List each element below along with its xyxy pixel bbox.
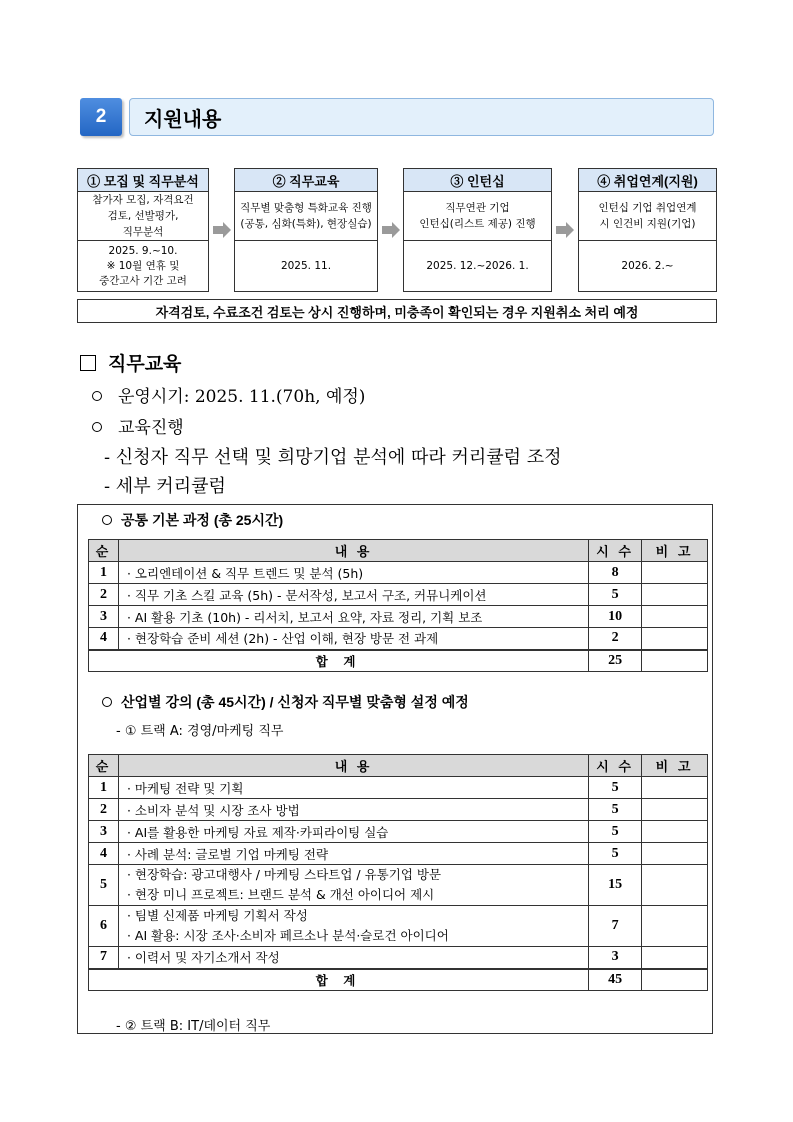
- row-no: 4: [89, 843, 119, 865]
- row-no: 6: [89, 906, 119, 947]
- table-row: [89, 947, 708, 969]
- table-row: [89, 606, 708, 628]
- row-note: [642, 799, 708, 821]
- row-note: [642, 777, 708, 799]
- bullet-curriculum-detail: - 세부 커리큘럼: [104, 476, 226, 497]
- row-content-line: · 팀별 신제품 마케팅 기획서 작성: [126, 908, 308, 923]
- header-note: 비 고: [642, 540, 708, 562]
- table-row: [89, 562, 708, 584]
- row-content: [118, 906, 588, 947]
- row-content: · 소비자 분석 및 시장 조사 방법: [118, 799, 588, 821]
- table-row: [89, 628, 708, 650]
- table-row: [89, 777, 708, 799]
- row-content-line: · 현장학습: 광고대행사 / 마케팅 스타트업 / 유통기업 방문: [126, 867, 442, 882]
- common-course-table: [88, 539, 708, 672]
- training-heading: [80, 349, 181, 376]
- row-content: · AI를 활용한 마케팅 자료 제작·카피라이팅 실습: [118, 821, 588, 843]
- flow-stage-employment: [578, 168, 717, 292]
- row-note: [642, 947, 708, 969]
- section-title-text: 지원내용: [144, 108, 222, 131]
- row-no: 1: [89, 562, 119, 584]
- header-note: 비 고: [642, 755, 708, 777]
- flow-notice: 자격검토, 수료조건 검토는 상시 진행하며, 미충족이 확인되는 경우 지원취소 처리 예정: [77, 299, 717, 323]
- table-row: [89, 865, 708, 906]
- right-arrow-icon: [213, 222, 231, 238]
- flow-stage-internship: [403, 168, 552, 292]
- row-note: [642, 843, 708, 865]
- industry-course-title-text: 산업별 강의 (총 45시간) / 신청자 직무별 맞춤형 설정 예정: [121, 694, 469, 710]
- training-heading-text: 직무교육: [108, 354, 182, 375]
- header-content: 내 용: [118, 540, 588, 562]
- circle-bullet-icon: [92, 422, 102, 432]
- common-course-title: [102, 510, 283, 530]
- section-number: 2: [80, 98, 122, 136]
- flow-stage-title: ③ 인턴십: [404, 169, 551, 192]
- row-hours: 5: [589, 799, 642, 821]
- right-arrow-icon: [556, 222, 574, 238]
- row-hours: 5: [589, 777, 642, 799]
- track-b-label: - ② 트랙 B: IT/데이터 직무: [116, 1019, 271, 1034]
- row-content: · 사례 분석: 글로벌 기업 마케팅 전략: [118, 843, 588, 865]
- table-row: [89, 906, 708, 947]
- square-bullet-icon: [80, 355, 96, 371]
- row-content: · 마케팅 전략 및 기획: [118, 777, 588, 799]
- row-hours: 2: [589, 628, 642, 650]
- flow-stage-period: 2025. 9.~10. ※ 10월 연휴 및 중간고사 기간 고려: [99, 244, 187, 287]
- row-hours: 10: [589, 606, 642, 628]
- flow-stage-training: [234, 168, 378, 292]
- row-hours: 3: [589, 947, 642, 969]
- total-hours: 25: [589, 650, 642, 672]
- table-header-row: [89, 540, 708, 562]
- flow-stage-desc: 참가자 모집, 자격요건 검토, 선발평가, 직무분석: [78, 192, 208, 241]
- industry-course-title: [102, 692, 469, 712]
- flow-stage-title: ④ 취업연계(지원): [579, 169, 716, 192]
- row-note: [642, 906, 708, 947]
- total-note: [642, 969, 708, 991]
- row-content-line: · 현장 미니 프로젝트: 브랜드 분석 & 개선 아이디어 제시: [126, 887, 435, 902]
- flow-stage-title: ① 모집 및 직무분석: [78, 169, 208, 192]
- row-no: 5: [89, 865, 119, 906]
- progress-line: [92, 413, 184, 438]
- total-note: [642, 650, 708, 672]
- header-no: 순: [89, 540, 119, 562]
- circle-bullet-icon: [102, 515, 112, 525]
- row-note: [642, 821, 708, 843]
- table-header-row: [89, 755, 708, 777]
- row-content: [118, 865, 588, 906]
- row-no: 2: [89, 799, 119, 821]
- flow-stage-desc: 직무연관 기업 인턴십(리스트 제공) 진행: [404, 192, 551, 241]
- section-title: [129, 98, 714, 136]
- flow-stage-title: ② 직무교육: [235, 169, 377, 192]
- header-hours: 시 수: [589, 540, 642, 562]
- flow-stage-desc: 인턴십 기업 취업연계 시 인건비 지원(기업): [579, 192, 716, 241]
- common-course-title-text: 공통 기본 과정 (총 25시간): [121, 512, 284, 528]
- row-no: 3: [89, 606, 119, 628]
- row-no: 4: [89, 628, 119, 650]
- row-no: 2: [89, 584, 119, 606]
- bullet-curriculum-adjust: - 신청자 직무 선택 및 희망기업 분석에 따라 커리큘럼 조정: [104, 447, 562, 468]
- row-note: [642, 584, 708, 606]
- flow-stage-period: 2026. 2.~: [621, 259, 674, 272]
- industry-course-table: [88, 754, 708, 991]
- row-no: 1: [89, 777, 119, 799]
- track-a-label: - ① 트랙 A: 경영/마케팅 직무: [116, 724, 284, 739]
- row-content-line: · AI 활용: 시장 조사·소비자 페르소나 분석·슬로건 아이디어: [126, 928, 449, 943]
- table-total-row: [89, 969, 708, 991]
- row-content: · 오리엔테이션 & 직무 트렌드 및 분석 (5h): [118, 562, 588, 584]
- header-hours: 시 수: [589, 755, 642, 777]
- row-no: 7: [89, 947, 119, 969]
- header-no: 순: [89, 755, 119, 777]
- circle-bullet-icon: [92, 391, 102, 401]
- row-content: · AI 활용 기초 (10h) - 리서치, 보고서 요약, 자료 정리, 기획 보조: [118, 606, 588, 628]
- row-hours: 5: [589, 584, 642, 606]
- row-no: 3: [89, 821, 119, 843]
- table-row: [89, 821, 708, 843]
- operation-text: 운영시기: 2025. 11.(70h, 예정): [118, 387, 366, 407]
- right-arrow-icon: [382, 222, 400, 238]
- row-hours: 15: [589, 865, 642, 906]
- row-content: · 이력서 및 자기소개서 작성: [118, 947, 588, 969]
- row-note: [642, 628, 708, 650]
- operation-line: [92, 382, 365, 407]
- row-content: · 직무 기초 스킬 교육 (5h) - 문서작성, 보고서 구조, 커뮤니케이션: [118, 584, 588, 606]
- row-hours: 8: [589, 562, 642, 584]
- total-label: 합 계: [89, 969, 589, 991]
- circle-bullet-icon: [102, 697, 112, 707]
- row-note: [642, 865, 708, 906]
- table-row: [89, 843, 708, 865]
- flow-stage-recruit: [77, 168, 209, 292]
- progress-text: 교육진행: [118, 418, 184, 438]
- header-content: 내 용: [118, 755, 588, 777]
- flow-stage-desc: 직무별 맞춤형 특화교육 진행 (공통, 심화(특화), 현장실습): [235, 192, 377, 241]
- row-content: · 현장학습 준비 세션 (2h) - 산업 이해, 현장 방문 전 과제: [118, 628, 588, 650]
- row-hours: 5: [589, 843, 642, 865]
- flow-stage-period: 2025. 12.~2026. 1.: [426, 259, 529, 272]
- table-row: [89, 584, 708, 606]
- total-hours: 45: [589, 969, 642, 991]
- flow-stage-period: 2025. 11.: [280, 259, 332, 272]
- row-note: [642, 562, 708, 584]
- row-note: [642, 606, 708, 628]
- row-hours: 5: [589, 821, 642, 843]
- row-hours: 7: [589, 906, 642, 947]
- table-total-row: [89, 650, 708, 672]
- total-label: 합 계: [89, 650, 589, 672]
- table-row: [89, 799, 708, 821]
